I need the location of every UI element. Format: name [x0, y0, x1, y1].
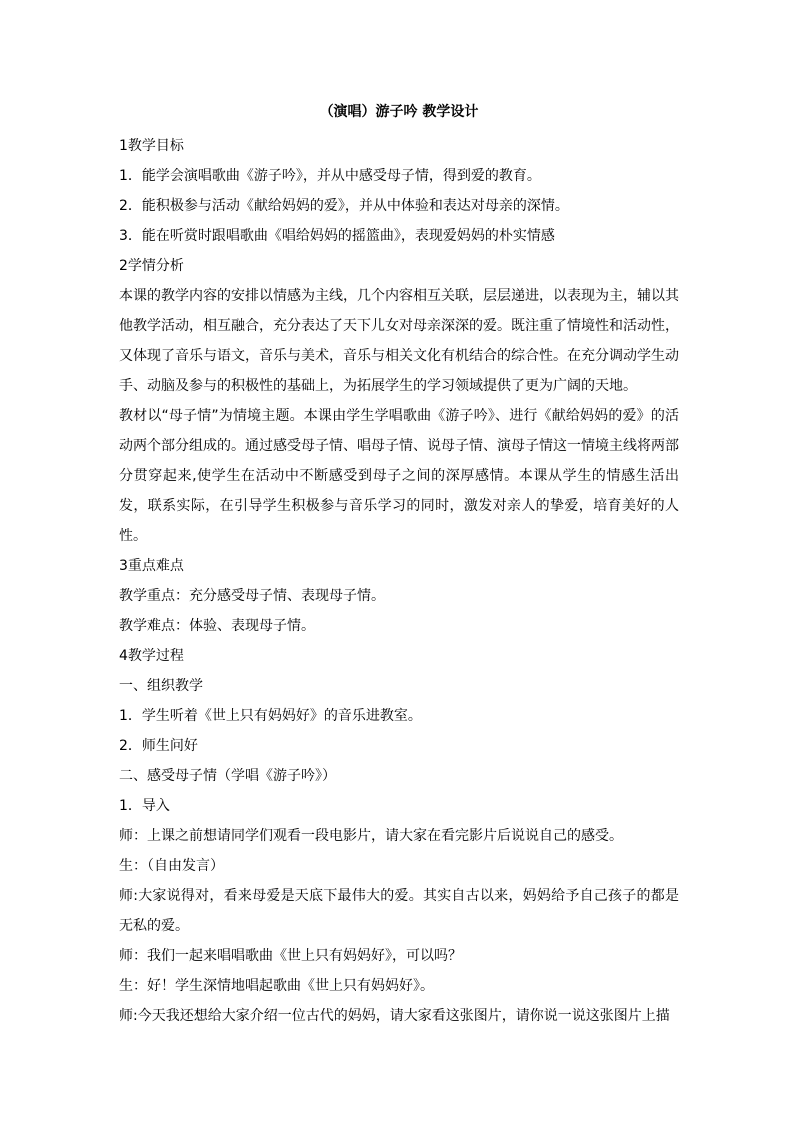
- dialogue-line: 师：上课之前想请同学们观看一段电影片，请大家在看完影片后说说自己的感受。: [119, 828, 623, 844]
- subsection-heading: 二、感受母子情（学唱《游子吟》）: [119, 768, 336, 784]
- document-title: （演唱）游子吟 教学设计: [319, 104, 479, 120]
- dialogue-line: 生：（自由发言）: [119, 858, 224, 874]
- section-heading: 2学情分析: [119, 258, 184, 274]
- body-paragraph: 教学重点：充分感受母子情、表现母子情。: [119, 588, 385, 604]
- section-heading: 4教学过程: [119, 648, 184, 664]
- subsection-heading: 一、组织教学: [119, 678, 203, 694]
- body-paragraph: 教学难点：体验、表现母子情。: [119, 618, 315, 634]
- objective-item: 1．能学会演唱歌曲《游子吟》，并从中感受母子情，得到爱的教育。: [119, 168, 541, 184]
- document-body: [119, 131, 679, 1031]
- dialogue-line: 生：好！学生深情地唱起歌曲《世上只有妈妈好》。: [119, 978, 434, 994]
- objective-item: 2．能积极参与活动《献给妈妈的爱》，并从中体验和表达对母亲的深情。: [119, 198, 569, 214]
- list-item: 1．学生听着《世上只有妈妈好》的音乐进教室。: [119, 708, 422, 724]
- list-item: 1．导入: [119, 798, 170, 814]
- dialogue-line: 师:大家说得对，看来母爱是天底下最伟大的爱。其实自古以来，妈妈给予自己孩子的都是无私的爱。: [119, 888, 679, 934]
- section-heading: 3重点难点: [119, 558, 184, 574]
- list-item: 2．师生问好: [119, 738, 198, 754]
- dialogue-line: 师:今天我还想给大家介绍一位古代的妈妈，请大家看这张图片，请你说一说这张图片上描: [119, 1008, 670, 1024]
- body-paragraph: 教材以“母子情”为情境主题。本课由学生学唱歌曲《游子吟》、进行《献给妈妈的爱》的活动两个部分组成的。通过感受母子情、唱母子情、说母子情、演母子情这一情境主线将两部分贯穿起来,使学生在活动中不断感受到母子之间的深厚感情。本课从学生的情感生活出发，联系实际，在引导学生积极参与音乐学习的同时，激发对亲人的挚爱，培育美好的人性。: [119, 408, 679, 544]
- objective-item: 3．能在听赏时跟唱歌曲《唱给妈妈的摇篮曲》，表现爱妈妈的朴实情感: [119, 228, 555, 244]
- section-heading: 1教学目标: [119, 138, 184, 154]
- dialogue-line: 师：我们一起来唱唱歌曲《世上只有妈妈好》，可以吗？: [119, 948, 462, 964]
- body-paragraph: 本课的教学内容的安排以情感为主线，几个内容相互关联，层层递进，以表现为主，辅以其他教学活动，相互融合，充分表达了天下儿女对母亲深深的爱。既注重了情境性和活动性，又体现了音乐与语文，音乐与美术，音乐与相关文化有机结合的综合性。在充分调动学生动手、动脑及参与的积极性的基础上，为拓展学生的学习领域提供了更为广阔的天地。: [119, 288, 679, 394]
